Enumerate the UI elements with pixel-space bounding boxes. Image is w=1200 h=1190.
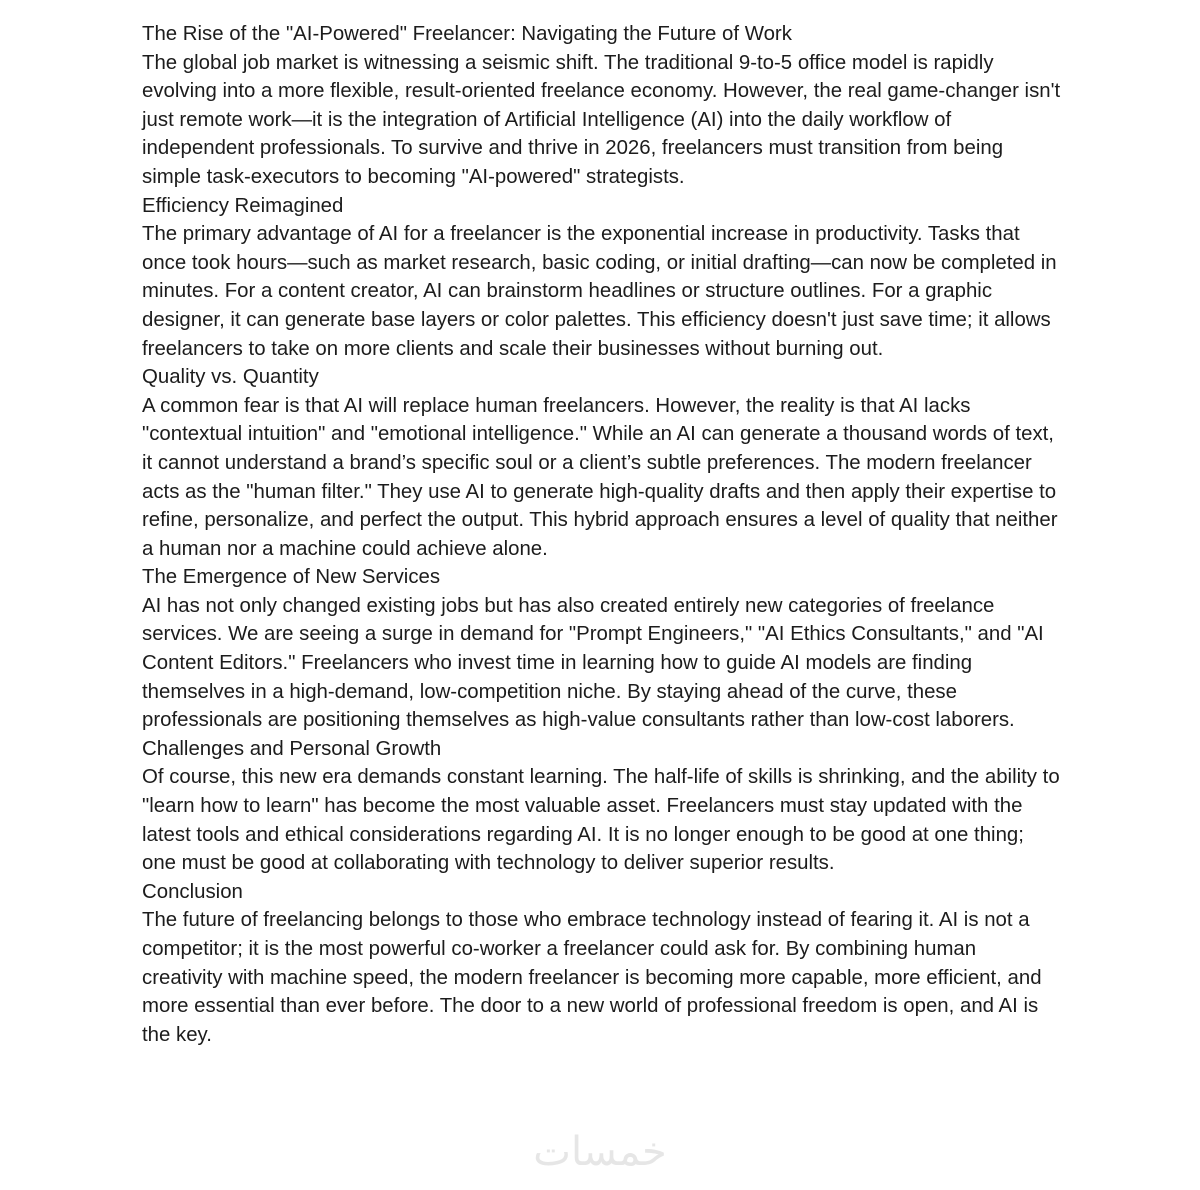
section-heading-quality: Quality vs. Quantity	[142, 366, 319, 389]
article-title: The Rise of the "AI-Powered" Freelancer: Navigating the Future of Work	[142, 23, 792, 45]
article	[142, 20, 1062, 1049]
section-body-conclusion: The future of freelancing belongs to those who embrace technology instead of fearing it. AI is not a competitor; it is the most powerful co-worker a freelancer could ask for. By combining human creativity with machine speed, the modern freelancer is becoming more capable, more efficient, and more essential than ever before. The door to a new world of professional freedom is open, and AI is the key.	[142, 909, 1042, 1046]
khamsat-watermark-logo: خمسات	[533, 1129, 667, 1175]
section-body-quality: A common fear is that AI will replace human freelancers. However, the reality is that AI lacks "contextual intuition" and "emotional intelligence." While an AI can generate a thousand words of text, it cannot understand a brand’s specific soul or a client’s subtle preferences. The modern freelancer acts as the "human filter." They use AI to generate high-quality drafts and then apply their expertise to refine, personalize, and perfect the output. This hybrid approach ensures a level of quality that neither a human nor a machine could achieve alone.	[142, 394, 1058, 560]
section-body-new-services: AI has not only changed existing jobs but has also created entirely new categories of freelance services. We are seeing a surge in demand for "Prompt Engineers," "AI Ethics Consultants," and "AI Content Editors." Freelancers who invest time in learning how to guide AI models are finding themselves in a high-demand, low-competition niche. By staying ahead of the curve, these professionals are positioning themselves as high-value consultants rather than low-cost laborers.	[142, 594, 1044, 732]
section-body-efficiency: The primary advantage of AI for a freelancer is the exponential increase in productivity. Tasks that once took hours—such as market research, basic coding, or initial drafting—can now be completed in minutes. For a content creator, AI can brainstorm headlines or structure outlines. For a graphic designer, it can generate base layers or color palettes. This efficiency doesn't just save time; it allows freelancers to take on more clients and scale their businesses without burning out.	[142, 223, 1057, 360]
section-heading-new-services: The Emergence of New Services	[142, 566, 441, 589]
article-intro: The global job market is witnessing a seismic shift. The traditional 9-to-5 office model is rapidly evolving into a more flexible, result-oriented freelance economy. However, the real game-changer isn't just remote work—it is the integration of Artificial Intelligence (AI) into the daily workflow of independent professionals. To survive and thrive in 2026, freelancers must transition from being simple task-executors to becoming "AI-powered" strategists.	[142, 51, 1061, 188]
section-heading-conclusion: Conclusion	[142, 880, 243, 903]
section-heading-challenges: Challenges and Personal Growth	[142, 737, 442, 760]
section-body-challenges: Of course, this new era demands constant learning. The half-life of skills is shrinking, and the ability to "learn how to learn" has become the most valuable asset. Freelancers must stay updated with the latest tools and ethical considerations regarding AI. It is no longer enough to be good at one thing; one must be good at collaborating with technology to deliver superior results.	[142, 766, 1060, 875]
section-heading-efficiency: Efficiency Reimagined	[142, 194, 344, 217]
